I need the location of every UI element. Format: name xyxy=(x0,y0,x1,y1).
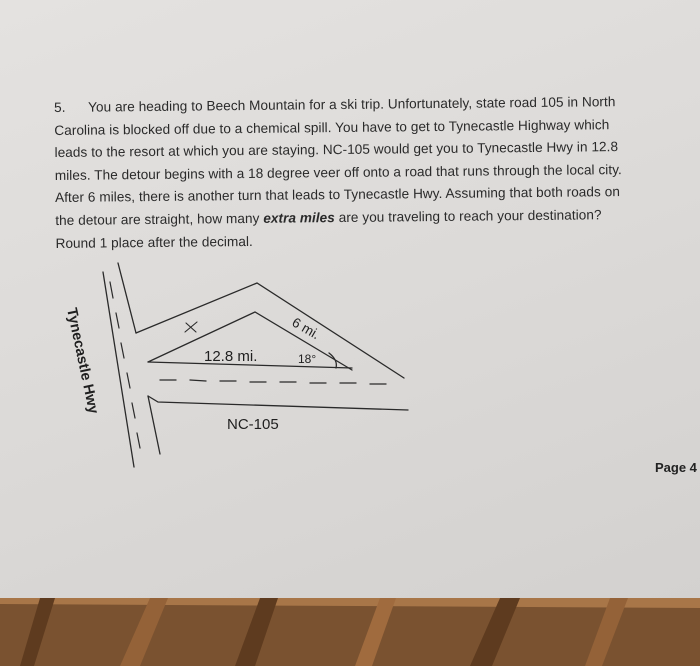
road-label: NC-105 xyxy=(227,416,279,433)
wood-table-edge xyxy=(0,598,700,666)
question-line: the detour are straight, how many extra miles are you traveling to reach your destination? xyxy=(55,207,602,228)
question-line: Carolina is blocked off due to a chemical spill. You have to get to Tynecastle Highway which xyxy=(54,116,610,138)
question-line: leads to the resort at which you are staying. NC-105 would get you to Tynecastle Hwy in 12.8 xyxy=(54,139,619,161)
highway-inner-line-upper xyxy=(118,263,136,333)
question-line: miles. The detour begins with a 18 degree veer off onto a road that runs through the local city. xyxy=(54,161,622,183)
nc105-lower-edge xyxy=(148,396,408,410)
x-mark-line xyxy=(185,322,197,332)
extra-miles-emphasis: extra miles xyxy=(263,210,335,226)
detour-distance-label: 6 mi. xyxy=(289,314,323,343)
question-line: Round 1 place after the decimal. xyxy=(55,233,253,251)
page-number: Page 4 xyxy=(655,460,697,475)
highway-outer-line xyxy=(103,272,134,467)
angle-arc xyxy=(329,353,336,368)
highway-label: Tynecastle Hwy xyxy=(63,306,102,416)
nc105-center-dashes xyxy=(160,380,386,384)
question-number: 5. xyxy=(54,99,66,115)
highway-inner-line-lower xyxy=(148,396,160,454)
question-line: 5. You are heading to Beech Mountain for a ski trip. Unfortunately, state road 105 in North xyxy=(54,90,694,119)
highway-center-dashes xyxy=(110,282,140,448)
question-line: After 6 miles, there is another turn that leads to Tynecastle Hwy. Assuming that both roads on xyxy=(54,184,620,206)
angle-label: 18° xyxy=(298,352,317,366)
detour-outer-edge xyxy=(136,283,404,378)
distance-label: 12.8 mi. xyxy=(204,348,258,365)
